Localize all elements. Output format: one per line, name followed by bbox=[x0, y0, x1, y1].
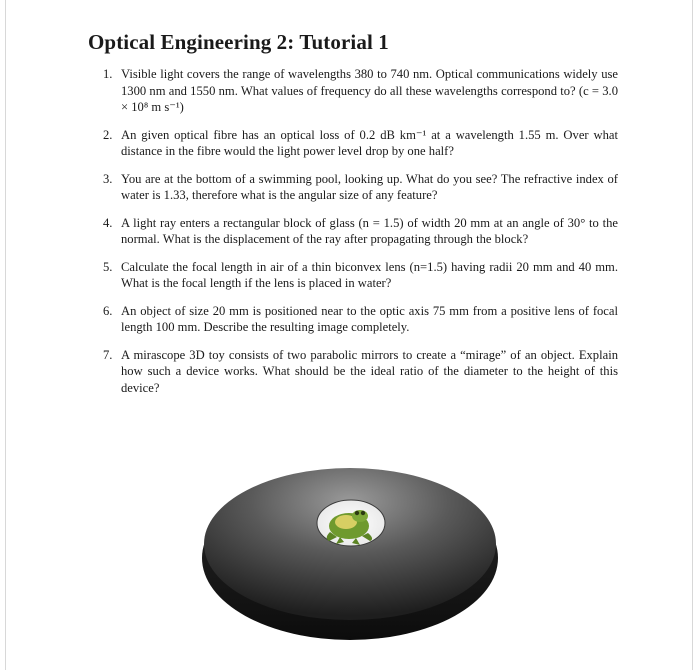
question-5 bbox=[103, 259, 618, 292]
question-3 bbox=[103, 171, 618, 204]
question-number: 6. bbox=[103, 303, 113, 318]
question-number: 5. bbox=[103, 259, 113, 274]
question-number: 2. bbox=[103, 127, 113, 142]
question-number: 1. bbox=[103, 67, 113, 81]
question-text: An object of size 20 mm is positioned near to the optic axis 75 mm from a positive lens of focal length 100 mm. Describe the resulting image completely. bbox=[121, 303, 618, 334]
question-number: 3. bbox=[103, 171, 113, 186]
question-7 bbox=[103, 347, 618, 397]
question-4 bbox=[103, 215, 618, 248]
question-text: Visible light covers the range of wavelengths 380 to 740 nm. Optical communications widely use 1300 nm and 1550 nm. What values of frequency do all these wavelengths correspond to? (c = 3.0 × 10⁸ m s⁻¹) bbox=[121, 67, 618, 114]
question-text: A mirascope 3D toy consists of two parabolic mirrors to create a “mirage” of an object. Explain how such a device works. What should be the ideal ratio of the diameter to the height of this device? bbox=[121, 347, 618, 395]
question-number: 4. bbox=[103, 215, 113, 230]
question-1 bbox=[103, 66, 618, 116]
question-text: A light ray enters a rectangular block of glass (n = 1.5) of width 20 mm at an angle of 30° to the normal. What is the displacement of the ray after propagating through the block? bbox=[121, 215, 618, 246]
page-left-edge bbox=[5, 0, 6, 670]
question-list bbox=[103, 66, 618, 407]
question-6 bbox=[103, 303, 618, 336]
question-text: An given optical fibre has an optical loss of 0.2 dB km⁻¹ at a wavelength 1.55 m. Over what distance in the fibre would the light power level drop by one half? bbox=[121, 127, 618, 158]
question-text: You are at the bottom of a swimming pool, looking up. What do you see? The refractive index of water is 1.33, therefore what is the angular size of any feature? bbox=[121, 171, 618, 202]
mirascope-frog-image bbox=[200, 440, 500, 650]
question-2 bbox=[103, 127, 618, 160]
page-right-edge bbox=[692, 0, 693, 670]
question-number: 7. bbox=[103, 347, 113, 362]
page-title: Optical Engineering 2: Tutorial 1 bbox=[88, 30, 389, 54]
question-text: Calculate the focal length in air of a thin biconvex lens (n=1.5) having radii 20 mm and 40 mm. What is the focal length if the lens is placed in water? bbox=[121, 259, 618, 290]
